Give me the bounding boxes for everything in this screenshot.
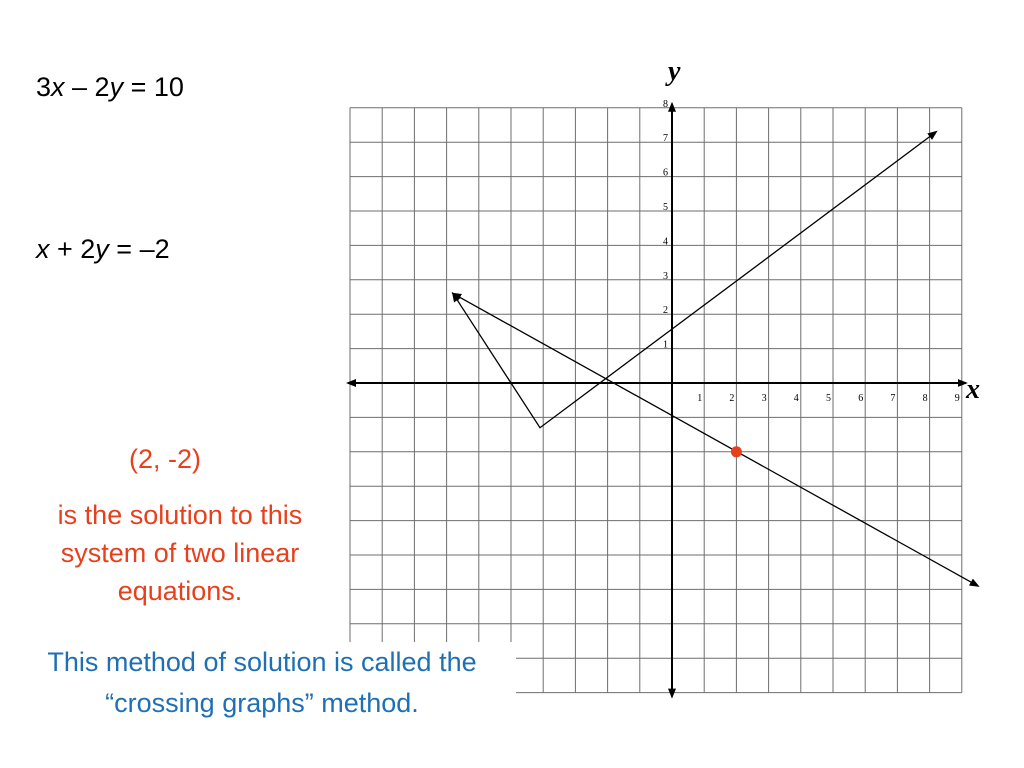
axes <box>348 104 966 697</box>
eq2-operator: + 2 <box>49 234 96 264</box>
eq1-var-y: y <box>109 72 124 102</box>
eq1-rhs: = 10 <box>123 72 184 102</box>
eq1-coefficient: 3 <box>36 72 52 102</box>
x-tick-label: 4 <box>793 393 799 404</box>
x-tick-label: 5 <box>826 393 831 404</box>
x-tick-label: 6 <box>858 393 864 404</box>
tick-labels <box>663 99 960 404</box>
series-line-2 <box>453 294 978 586</box>
eq2-var-y: y <box>95 234 109 264</box>
grid-lines <box>350 108 962 693</box>
y-axis-title: y <box>668 56 681 87</box>
y-tick-label: 4 <box>663 236 668 248</box>
x-tick-label: 2 <box>729 393 735 404</box>
x-tick-label: 9 <box>954 393 960 404</box>
solution-explanation: is the solution to this system of two linear equations. <box>57 500 303 606</box>
points <box>731 446 742 457</box>
x-tick-label: 7 <box>890 393 896 404</box>
y-tick-label: 2 <box>663 305 668 317</box>
x-tick-label: 1 <box>697 393 703 404</box>
x-tick-label: 8 <box>922 393 928 404</box>
y-tick-label: 7 <box>663 133 668 145</box>
y-tick-label: 3 <box>663 270 668 282</box>
intersection-point <box>731 446 742 457</box>
eq1-var-x: x <box>51 72 65 102</box>
solution-point-text: (2, -2) <box>128 444 201 474</box>
method-caption: This method of solution is called the “crossing graphs” method. <box>8 642 516 724</box>
series-lines <box>453 132 978 586</box>
y-tick-label: 6 <box>663 167 668 179</box>
x-axis-title: x <box>966 374 980 405</box>
eq2-var-x: x <box>36 234 50 264</box>
x-tick-label: 3 <box>761 393 767 404</box>
eq2-rhs: = –2 <box>108 234 170 264</box>
y-tick-label: 1 <box>663 339 668 351</box>
y-tick-label: 8 <box>663 98 668 110</box>
y-tick-label: 5 <box>663 202 668 213</box>
eq1-operator: – 2 <box>64 72 110 102</box>
